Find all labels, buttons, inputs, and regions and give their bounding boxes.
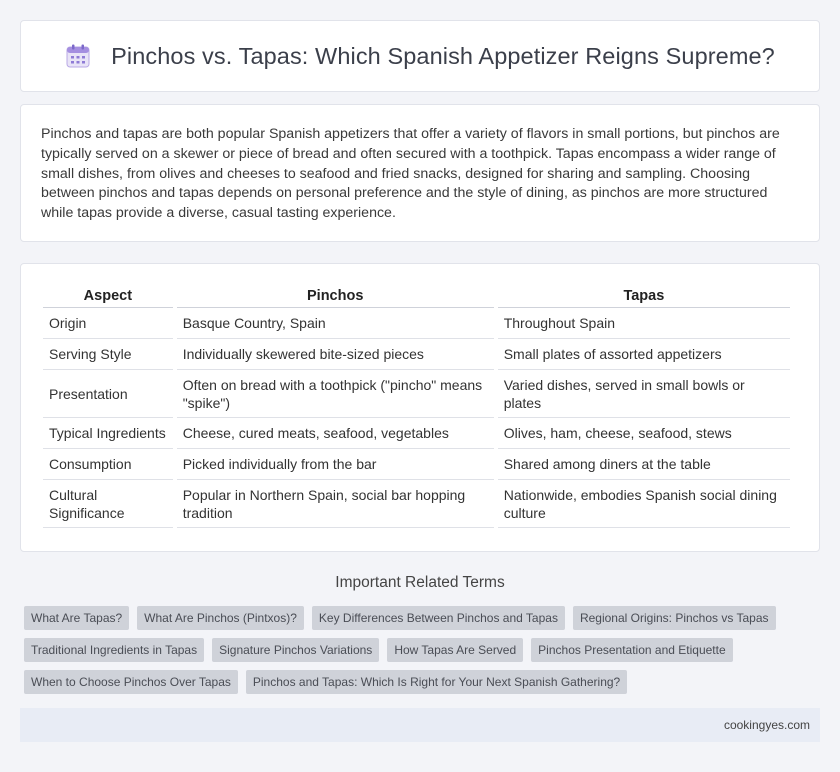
- row-aspect: Typical Ingredients: [43, 418, 173, 449]
- table-row: [43, 480, 790, 528]
- row-pinchos: Cheese, cured meats, seafood, vegetables: [177, 418, 494, 449]
- row-pinchos: Picked individually from the bar: [177, 449, 494, 480]
- tag-row: [24, 670, 824, 694]
- table-row: [43, 370, 790, 418]
- related-tag[interactable]: Key Differences Between Pinchos and Tapas: [312, 606, 565, 630]
- table-row: [43, 418, 790, 449]
- row-tapas: Varied dishes, served in small bowls or plates: [498, 370, 790, 418]
- page-title: Pinchos vs. Tapas: Which Spanish Appetizer Reigns Supreme?: [111, 42, 775, 69]
- row-tapas: Nationwide, embodies Spanish social dining culture: [498, 480, 790, 528]
- related-tag[interactable]: What Are Tapas?: [24, 606, 129, 630]
- row-aspect: Presentation: [43, 370, 173, 418]
- row-tapas: Small plates of assorted appetizers: [498, 339, 790, 370]
- comparison-table: [39, 286, 794, 528]
- row-tapas: Olives, ham, cheese, seafood, stews: [498, 418, 790, 449]
- table-row: [43, 449, 790, 480]
- related-tag[interactable]: Traditional Ingredients in Tapas: [24, 638, 204, 662]
- row-pinchos: Basque Country, Spain: [177, 308, 494, 339]
- row-pinchos: Often on bread with a toothpick ("pincho" means "spike"): [177, 370, 494, 418]
- row-aspect: Cultural Significance: [43, 480, 173, 528]
- related-tag[interactable]: Pinchos and Tapas: Which Is Right for Your Next Spanish Gathering?: [246, 670, 627, 694]
- intro-paragraph: Pinchos and tapas are both popular Spanish appetizers that offer a variety of flavors in small portions, but pinchos are typically served on a skewer or piece of bread and often secured with a toothpick. Tapas encompass a wider range of small dishes, from olives and cheeses to seafood and fried snacks, designed for sharing and sampling. Choosing between pinchos and tapas depends on personal preference and the style of dining, as pinchos are more structured while tapas provide a diverse, casual tasting experience.: [41, 126, 780, 222]
- related-terms-title: Important Related Terms: [335, 574, 505, 591]
- row-aspect: Serving Style: [43, 339, 173, 370]
- table-row: [43, 339, 790, 370]
- title-card: [20, 20, 820, 92]
- row-aspect: Consumption: [43, 449, 173, 480]
- table-row: [43, 308, 790, 339]
- calendar-icon: [65, 43, 91, 69]
- related-tag[interactable]: Regional Origins: Pinchos vs Tapas: [573, 606, 776, 630]
- footer-site[interactable]: cookingyes.com: [723, 718, 810, 732]
- related-tag[interactable]: How Tapas Are Served: [387, 638, 523, 662]
- tag-row: [24, 638, 824, 662]
- related-tag[interactable]: Signature Pinchos Variations: [212, 638, 379, 662]
- header-aspect: Aspect: [43, 286, 173, 308]
- related-tag[interactable]: Pinchos Presentation and Etiquette: [531, 638, 732, 662]
- related-tag[interactable]: When to Choose Pinchos Over Tapas: [24, 670, 238, 694]
- header-tapas: Tapas: [498, 286, 790, 308]
- row-tapas: Shared among diners at the table: [498, 449, 790, 480]
- tag-row: [24, 606, 824, 630]
- related-tag[interactable]: What Are Pinchos (Pintxos)?: [137, 606, 304, 630]
- related-terms-tags: [24, 606, 824, 702]
- comparison-card: [20, 263, 820, 552]
- row-pinchos: Popular in Northern Spain, social bar hopping tradition: [177, 480, 494, 528]
- row-aspect: Origin: [43, 308, 173, 339]
- title-wrap: [65, 43, 775, 70]
- footer: [20, 708, 820, 742]
- row-tapas: Throughout Spain: [498, 308, 790, 339]
- intro-card: [20, 104, 820, 242]
- table-header-row: [43, 286, 790, 308]
- header-pinchos: Pinchos: [177, 286, 494, 308]
- row-pinchos: Individually skewered bite-sized pieces: [177, 339, 494, 370]
